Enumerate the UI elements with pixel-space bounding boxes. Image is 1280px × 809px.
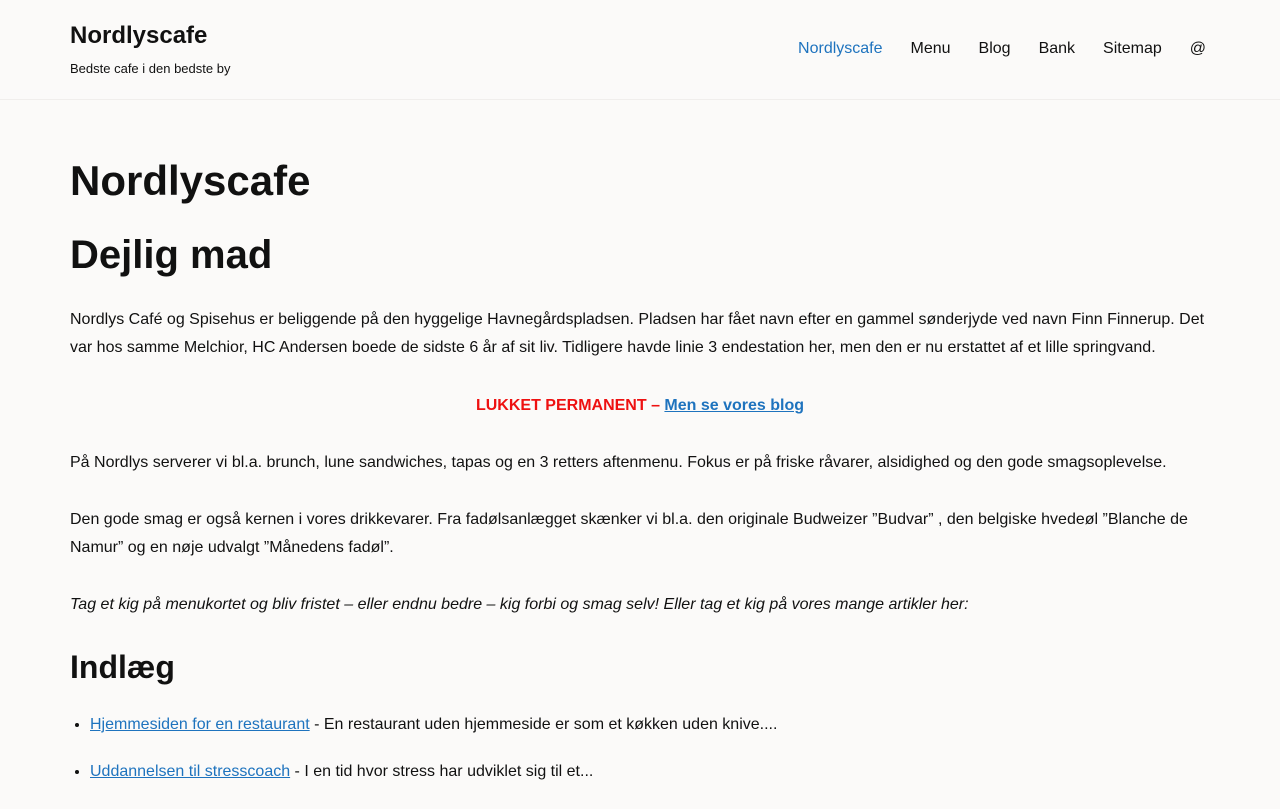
closed-notice	[70, 392, 1210, 419]
posts-title: Indlæg	[70, 649, 175, 685]
drinks-paragraph: Den gode smag er også kernen i vores drikkevarer. Fra fadølsanlægget skænker vi bl.a. den originale Budweizer ”Budvar” , den belgiske hvedeøl ”Blanche de Namur” og en nøje udvalgt ”Månedens fadøl”.	[70, 511, 1188, 556]
site-title-link[interactable]: Nordlyscafe	[70, 22, 208, 49]
main-nav	[798, 39, 1206, 59]
nav-item-menu[interactable]: Menu	[910, 40, 951, 57]
section-title: Dejlig mad	[70, 233, 273, 277]
menu-paragraph: På Nordlys serverer vi bl.a. brunch, lune sandwiches, tapas og en 3 retters aftenmenu. Fokus er på friske råvarer, alsidighed og den gode smagsoplevelse.	[70, 454, 1167, 471]
nav-item-nordlyscafe[interactable]: Nordlyscafe	[798, 40, 883, 57]
nav-item-contact[interactable]: @	[1189, 40, 1206, 57]
nav-item-blog[interactable]: Blog	[978, 40, 1011, 57]
post-excerpt: - En restaurant uden hjemmeside er som et køkken uden knive....	[309, 716, 778, 733]
closed-label: LUKKET PERMANENT –	[475, 397, 665, 414]
posts-list	[70, 715, 1210, 809]
intro-paragraph: Nordlys Café og Spisehus er beliggende på den hyggelige Havnegårdspladsen. Pladsen har fået navn efter en gammel sønderjyde ved navn Finn Finnerup. Det var hos samme Melchior, HC Andersen boede de sidste 6 år af sit liv. Tidligere havde linie 3 endestation her, men den er nu erstattet af et lille springvand.	[70, 311, 1205, 356]
blog-link[interactable]: Men se vores blog	[664, 397, 805, 414]
list-item	[90, 715, 1210, 735]
site-tagline: Bedste cafe i den bedste by	[70, 61, 231, 76]
list-item	[90, 762, 1210, 782]
post-link[interactable]: Uddannelsen til stresscoach	[90, 763, 291, 780]
page-title: Nordlyscafe	[70, 157, 311, 204]
site-header	[0, 0, 1280, 100]
post-link[interactable]: Hjemmesiden for en restaurant	[90, 716, 310, 733]
italic-paragraph: Tag et kig på menukortet og bliv fristet – eller endnu bedre – kig forbi og smag selv! Eller tag et kig på vores mange artikler her:	[70, 596, 969, 613]
post-excerpt: - I en tid hvor stress har udviklet sig til et...	[290, 763, 594, 780]
nav-item-sitemap[interactable]: Sitemap	[1103, 40, 1162, 57]
nav-item-bank[interactable]: Bank	[1038, 40, 1076, 57]
